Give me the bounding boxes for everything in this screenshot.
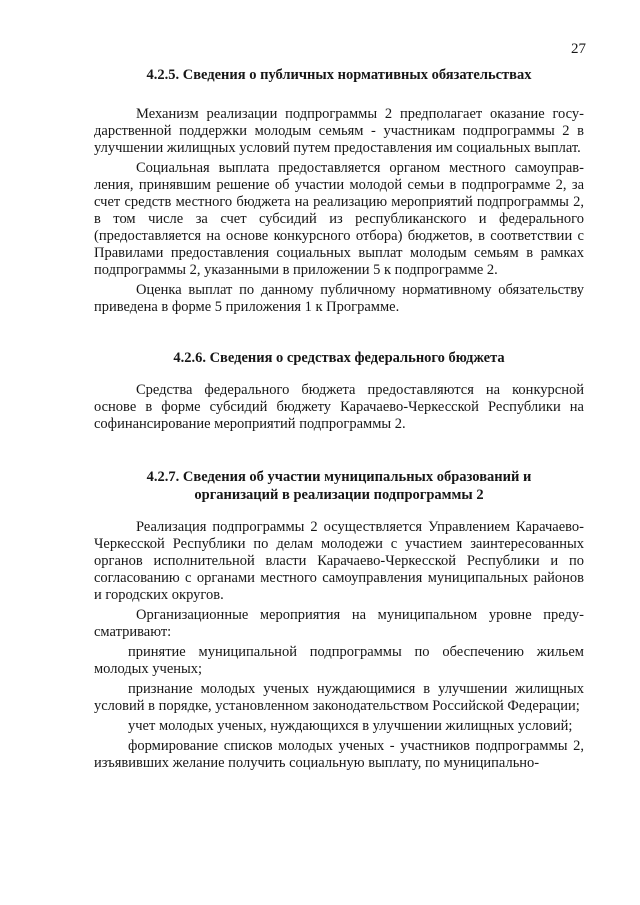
paragraph: Механизм реализации подпрограммы 2 предполагает оказание государственной поддержки молодым семьям - участникам подпрограммы 2 в улучшении жилищных условий путем предоставления им социальных выплат. <box>94 106 584 156</box>
paragraph: Социальная выплата предоставляется органом местного самоуправления, принявшим решение об участии молодой семьи в подпрограмме 2, за счет средств местного бюджета на реализацию мероприятий подпрограммы 2, в том числе за счет субсидий из республиканского и федерального (предоставляется на основе конкурсного отбора) бюджетов, в соответствии с Правилами предоставления социальных выплат молодым семьям в рамках подпрограммы 2, указанными в приложении 5 к подпрограмме 2. <box>94 160 584 278</box>
paragraph: Реализация подпрограммы 2 осуществляется Управлением Карачаево-Черкесской Республики по делам молодежи с участием заинтересованных органов исполнительной власти Карачаево-Черкесской Республики и по согласованию с органами местного самоуправления муниципальных районов и городских округов. <box>94 519 584 603</box>
document-body <box>94 66 584 772</box>
list-item: учет молодых ученых, нуждающихся в улучшении жилищных условий; <box>128 718 573 734</box>
paragraph: Средства федерального бюджета предоставляются на конкурсной основе в форме субсидий бюджету Карачаево-Черкесской Республики на софинансирование мероприятий подпрограммы 2. <box>94 382 584 432</box>
page-number: 27 <box>571 41 586 57</box>
list-item: признание молодых ученых нуждающимися в улучшении жилищных условий в порядке, установленном законодательством Российской Федерации; <box>94 681 584 714</box>
section-heading-4-2-7 <box>94 468 584 504</box>
paragraph: Организационные мероприятия на муниципальном уровне предусматривают: <box>94 607 584 640</box>
list-item: формирование списков молодых ученых - участников подпрограммы 2, изъявивших желание получить социальную выплату, по муниципально- <box>94 738 584 771</box>
heading-line: организаций в реализации подпрограммы 2 <box>194 487 484 503</box>
list-item: принятие муниципальной подпрограммы по обеспечению жильем молодых ученых; <box>94 644 584 677</box>
paragraph: Оценка выплат по данному публичному нормативному обязательству приведена в форме 5 приложения 1 к Программе. <box>94 282 584 315</box>
section-heading-4-2-6: 4.2.6. Сведения о средствах федерального бюджета <box>173 350 505 366</box>
section-heading-4-2-5: 4.2.5. Сведения о публичных нормативных обязательствах <box>146 67 532 83</box>
heading-line: 4.2.7. Сведения об участии муниципальных образований и <box>146 469 532 485</box>
